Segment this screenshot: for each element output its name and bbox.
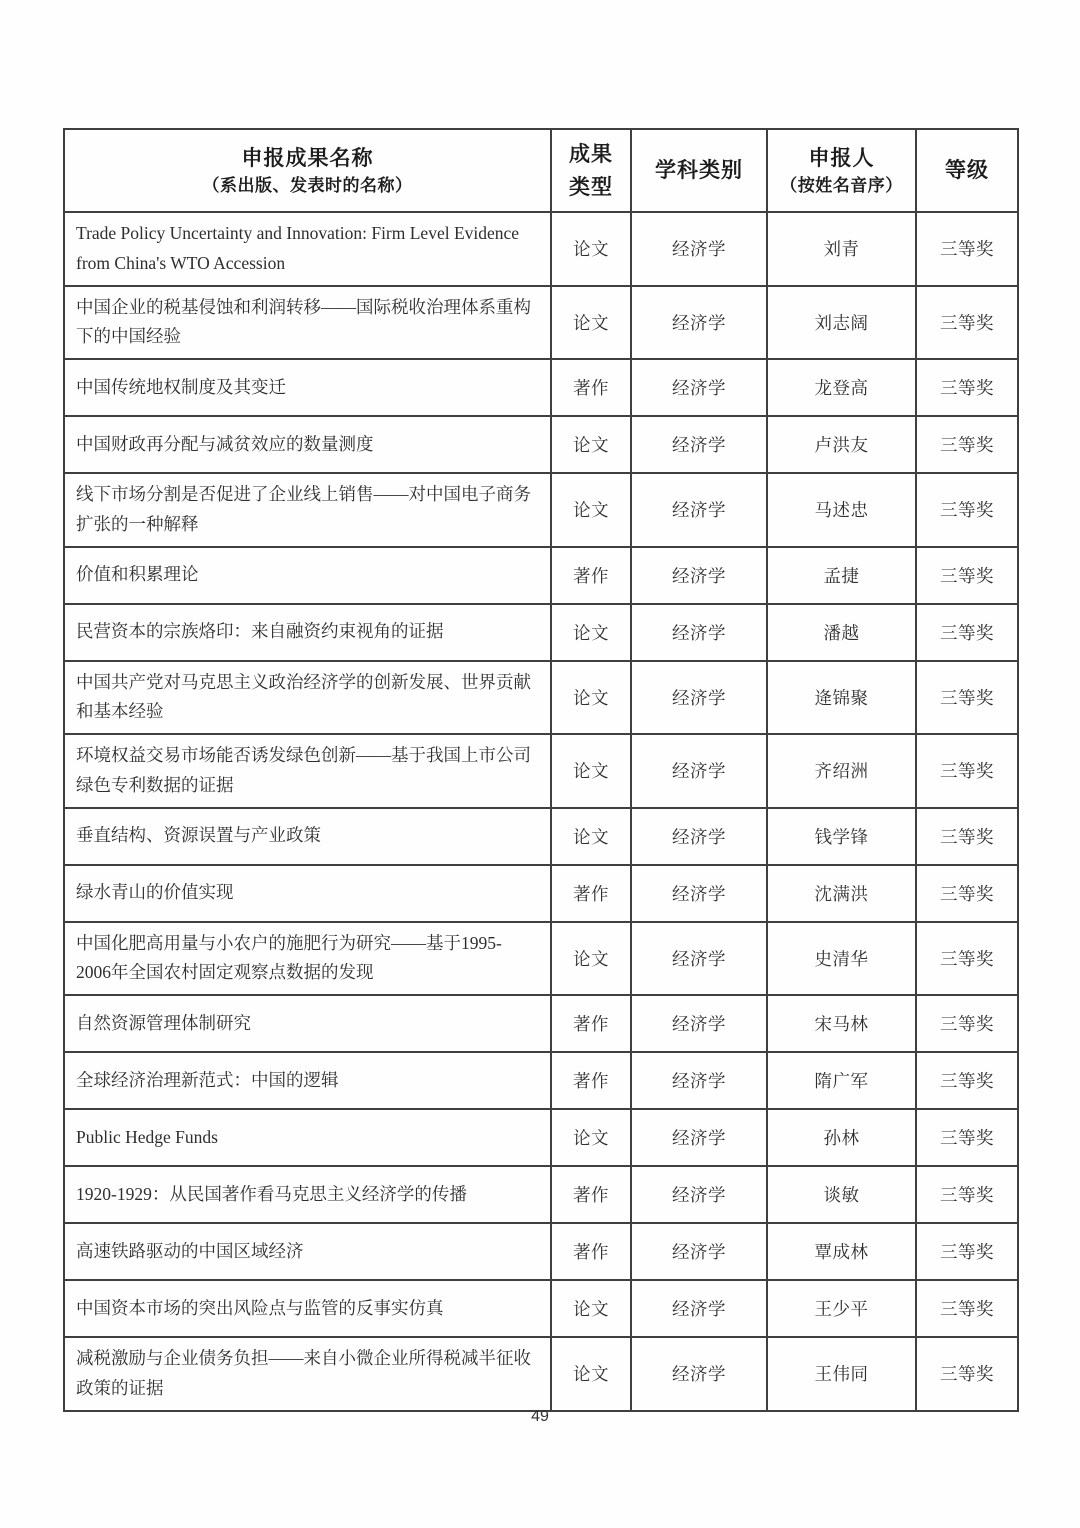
cell-result-name: 中国共产党对马克思主义政治经济学的创新发展、世界贡献和基本经验 (64, 661, 551, 735)
page-number: 49 (531, 1408, 549, 1425)
cell-applicant: 王少平 (767, 1280, 916, 1337)
cell-discipline: 经济学 (631, 922, 767, 996)
table-row (64, 416, 1018, 473)
cell-result-type: 著作 (551, 1223, 631, 1280)
header-applicant (767, 129, 916, 212)
table-row (64, 1223, 1018, 1280)
header-applicant-title: 申报人 (808, 146, 875, 171)
cell-applicant: 逄锦聚 (767, 661, 916, 735)
header-grade-title: 等级 (945, 158, 989, 183)
cell-grade: 三等奖 (916, 1109, 1018, 1166)
cell-result-name: 中国资本市场的突出风险点与监管的反事实仿真 (64, 1280, 551, 1337)
cell-discipline: 经济学 (631, 1223, 767, 1280)
cell-result-name: 绿水青山的价值实现 (64, 865, 551, 922)
cell-result-type: 著作 (551, 995, 631, 1052)
cell-result-name: 中国企业的税基侵蚀和利润转移——国际税收治理体系重构下的中国经验 (64, 286, 551, 360)
cell-result-type: 论文 (551, 473, 631, 547)
table-row (64, 286, 1018, 360)
cell-result-type: 著作 (551, 1052, 631, 1109)
cell-discipline: 经济学 (631, 547, 767, 604)
cell-grade: 三等奖 (916, 359, 1018, 416)
cell-applicant: 刘青 (767, 212, 916, 286)
cell-discipline: 经济学 (631, 808, 767, 865)
cell-result-name: 中国财政再分配与减贫效应的数量测度 (64, 416, 551, 473)
cell-grade: 三等奖 (916, 808, 1018, 865)
cell-result-name: 线下市场分割是否促进了企业线上销售——对中国电子商务扩张的一种解释 (64, 473, 551, 547)
cell-grade: 三等奖 (916, 865, 1018, 922)
cell-grade: 三等奖 (916, 1223, 1018, 1280)
cell-result-name: 高速铁路驱动的中国区域经济 (64, 1223, 551, 1280)
header-result-name-subtitle: （系出版、发表时的名称） (202, 175, 413, 195)
cell-discipline: 经济学 (631, 359, 767, 416)
cell-result-name: 全球经济治理新范式：中国的逻辑 (64, 1052, 551, 1109)
header-result-name (64, 129, 551, 212)
cell-grade: 三等奖 (916, 922, 1018, 996)
header-discipline (631, 129, 767, 212)
cell-grade: 三等奖 (916, 416, 1018, 473)
header-result-type-title: 成果类型 (568, 142, 613, 199)
cell-grade: 三等奖 (916, 604, 1018, 661)
table-row (64, 1337, 1018, 1411)
cell-discipline: 经济学 (631, 473, 767, 547)
cell-discipline: 经济学 (631, 734, 767, 808)
cell-applicant: 谈敏 (767, 1166, 916, 1223)
cell-result-name: 自然资源管理体制研究 (64, 995, 551, 1052)
cell-applicant: 覃成林 (767, 1223, 916, 1280)
cell-applicant: 孟捷 (767, 547, 916, 604)
cell-applicant: 孙林 (767, 1109, 916, 1166)
cell-applicant: 史清华 (767, 922, 916, 996)
cell-discipline: 经济学 (631, 1337, 767, 1411)
cell-result-type: 论文 (551, 922, 631, 996)
cell-result-name: 中国传统地权制度及其变迁 (64, 359, 551, 416)
cell-result-name: 垂直结构、资源误置与产业政策 (64, 808, 551, 865)
table-row (64, 995, 1018, 1052)
table-row (64, 473, 1018, 547)
cell-result-type: 论文 (551, 212, 631, 286)
cell-applicant: 刘志阔 (767, 286, 916, 360)
cell-result-type: 著作 (551, 359, 631, 416)
cell-result-name: Public Hedge Funds (64, 1109, 551, 1166)
cell-result-type: 论文 (551, 1109, 631, 1166)
table-row (64, 808, 1018, 865)
cell-applicant: 宋马林 (767, 995, 916, 1052)
cell-discipline: 经济学 (631, 1280, 767, 1337)
cell-grade: 三等奖 (916, 1052, 1018, 1109)
table-row (64, 1052, 1018, 1109)
cell-discipline: 经济学 (631, 416, 767, 473)
cell-applicant: 卢洪友 (767, 416, 916, 473)
cell-discipline: 经济学 (631, 286, 767, 360)
cell-discipline: 经济学 (631, 661, 767, 735)
cell-applicant: 沈满洪 (767, 865, 916, 922)
header-result-type (551, 129, 631, 212)
header-discipline-title: 学科类别 (655, 158, 743, 183)
cell-result-type: 著作 (551, 865, 631, 922)
cell-result-type: 论文 (551, 1337, 631, 1411)
header-row (64, 129, 1018, 212)
cell-discipline: 经济学 (631, 995, 767, 1052)
cell-discipline: 经济学 (631, 1166, 767, 1223)
cell-discipline: 经济学 (631, 604, 767, 661)
cell-grade: 三等奖 (916, 212, 1018, 286)
header-applicant-subtitle: （按姓名音序） (780, 175, 903, 195)
awards-table (63, 128, 1019, 1412)
cell-applicant: 潘越 (767, 604, 916, 661)
cell-discipline: 经济学 (631, 1052, 767, 1109)
cell-grade: 三等奖 (916, 286, 1018, 360)
cell-result-name: 1920-1929：从民国著作看马克思主义经济学的传播 (64, 1166, 551, 1223)
cell-discipline: 经济学 (631, 865, 767, 922)
cell-applicant: 龙登高 (767, 359, 916, 416)
header-result-name-title: 申报成果名称 (241, 146, 374, 171)
cell-result-type: 论文 (551, 808, 631, 865)
cell-grade: 三等奖 (916, 1280, 1018, 1337)
cell-grade: 三等奖 (916, 473, 1018, 547)
table-row (64, 922, 1018, 996)
cell-result-type: 著作 (551, 547, 631, 604)
cell-discipline: 经济学 (631, 1109, 767, 1166)
cell-result-name: Trade Policy Uncertainty and Innovation: Firm Level Evidence from China's WTO Accession (64, 212, 551, 286)
cell-result-type: 论文 (551, 604, 631, 661)
cell-grade: 三等奖 (916, 1166, 1018, 1223)
cell-result-type: 论文 (551, 416, 631, 473)
cell-applicant: 王伟同 (767, 1337, 916, 1411)
cell-result-type: 论文 (551, 286, 631, 360)
cell-grade: 三等奖 (916, 734, 1018, 808)
cell-result-name: 减税激励与企业债务负担——来自小微企业所得税减半征收政策的证据 (64, 1337, 551, 1411)
cell-result-name: 价值和积累理论 (64, 547, 551, 604)
table-row (64, 547, 1018, 604)
cell-result-type: 论文 (551, 734, 631, 808)
table-row (64, 1280, 1018, 1337)
cell-grade: 三等奖 (916, 1337, 1018, 1411)
cell-grade: 三等奖 (916, 661, 1018, 735)
cell-applicant: 齐绍洲 (767, 734, 916, 808)
cell-result-type: 论文 (551, 1280, 631, 1337)
table-row (64, 1166, 1018, 1223)
header-grade (916, 129, 1018, 212)
cell-applicant: 钱学锋 (767, 808, 916, 865)
cell-result-name: 民营资本的宗族烙印：来自融资约束视角的证据 (64, 604, 551, 661)
table-row (64, 212, 1018, 286)
table-row (64, 734, 1018, 808)
cell-applicant: 隋广军 (767, 1052, 916, 1109)
cell-result-type: 论文 (551, 661, 631, 735)
cell-result-type: 著作 (551, 1166, 631, 1223)
cell-grade: 三等奖 (916, 995, 1018, 1052)
cell-applicant: 马述忠 (767, 473, 916, 547)
cell-result-name: 环境权益交易市场能否诱发绿色创新——基于我国上市公司绿色专利数据的证据 (64, 734, 551, 808)
table-row (64, 1109, 1018, 1166)
cell-discipline: 经济学 (631, 212, 767, 286)
table-row (64, 604, 1018, 661)
table-row (64, 359, 1018, 416)
cell-grade: 三等奖 (916, 547, 1018, 604)
table-row (64, 661, 1018, 735)
cell-result-name: 中国化肥高用量与小农户的施肥行为研究——基于1995-2006年全国农村固定观察点数据的发现 (64, 922, 551, 996)
table-row (64, 865, 1018, 922)
